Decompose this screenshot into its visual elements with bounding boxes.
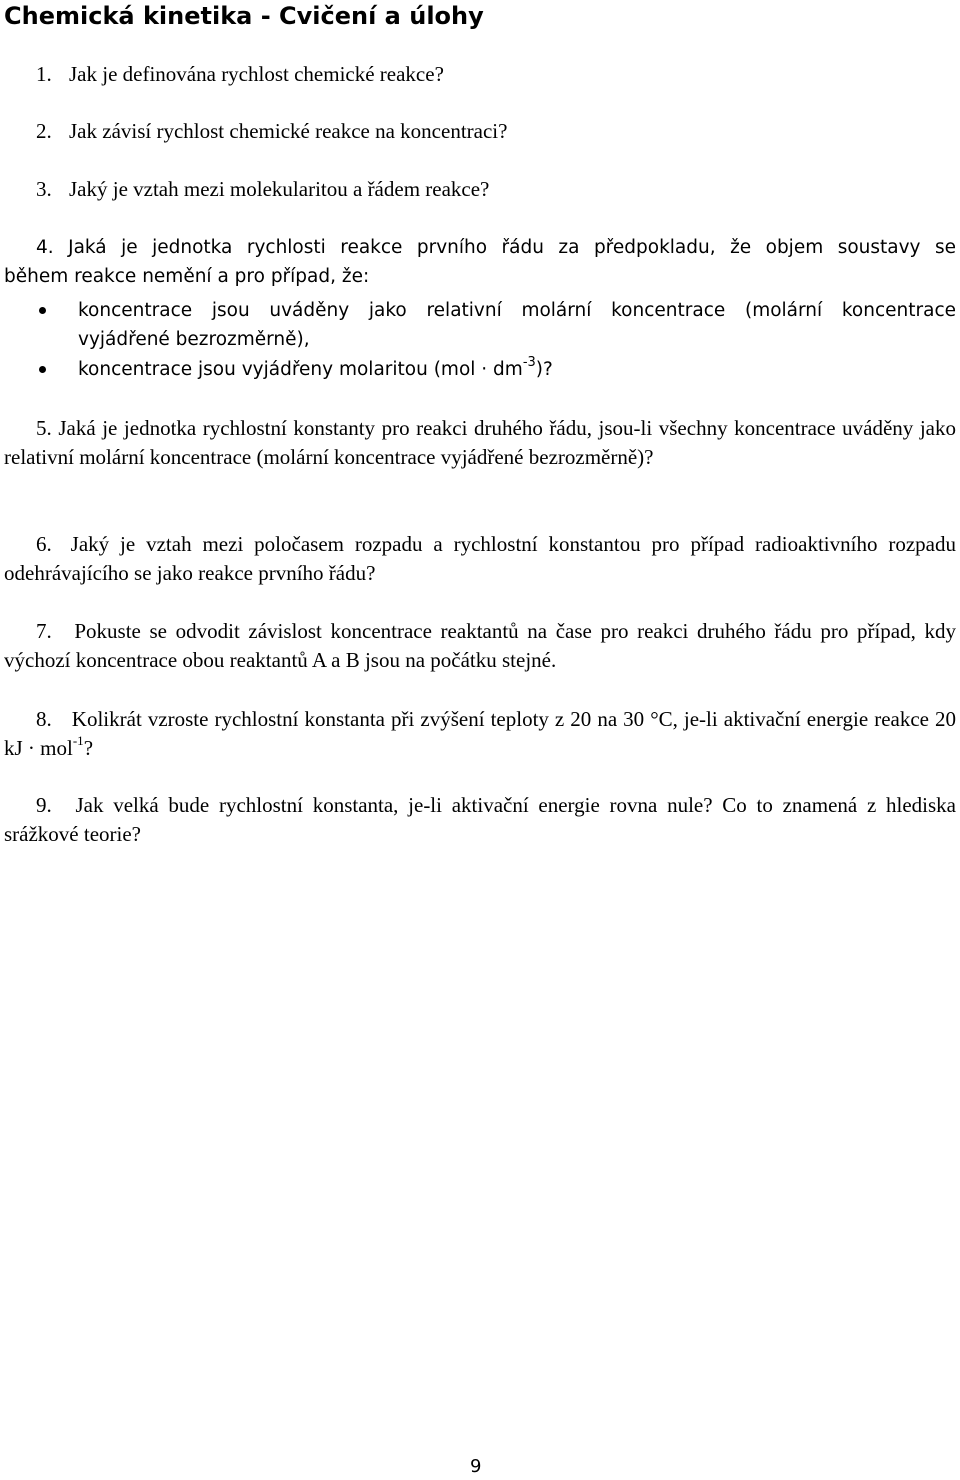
question-4 <box>0 0 960 400</box>
question-4-bullet-2-exponent: -3 <box>522 354 536 370</box>
question-2-text: Jak závisí rychlost chemické reakce na koncentraci? <box>69 119 508 143</box>
question-4-line-2: během reakce nemění a pro případ, že: <box>4 266 370 287</box>
question-7-number: 7. <box>36 619 52 643</box>
question-8 <box>4 705 956 763</box>
question-8-number: 8. <box>36 707 52 731</box>
question-7-text: Pokuste se odvodit závislost koncentrace reaktantů na čase pro reakci druhého řádu pro případ, kdy výchozí koncentrace obou reaktantů A a B jsou na počátku stejné. <box>4 619 956 672</box>
question-4-bullet-2 <box>78 355 553 384</box>
question-1-number: 1. <box>36 62 52 86</box>
question-4-line-1 <box>36 233 956 262</box>
question-8-text: Kolikrát vzroste rychlostní konstanta při zvýšení teploty z 20 na 30 °C, je-li aktivační energie reakce 20 kJ · mol <box>4 707 957 760</box>
question-8-exponent: -1 <box>72 733 84 748</box>
bullet-1 <box>39 307 46 314</box>
question-3-number: 3. <box>36 177 52 201</box>
question-7 <box>4 617 956 675</box>
question-4-bullet-2-text: koncentrace jsou vyjádřeny molaritou (mol · dm <box>78 359 523 380</box>
question-6 <box>4 530 956 588</box>
question-9 <box>4 791 956 849</box>
question-4-number: 4. <box>36 237 54 258</box>
page-number: 9 <box>470 1456 482 1477</box>
question-4-bullet-2-end: )? <box>535 359 553 380</box>
question-5-number: 5. <box>36 416 52 440</box>
page-title: Chemická kinetika - Cvičení a úlohy <box>4 2 484 30</box>
question-8-end: ? <box>83 736 94 760</box>
question-9-number: 9. <box>36 793 52 817</box>
question-3-text: Jaký je vztah mezi molekularitou a řádem reakce? <box>69 177 490 201</box>
question-6-number: 6. <box>36 532 52 556</box>
question-5-text: Jaká je jednotka rychlostní konstanty pro reakci druhého řádu, jsou-li všechny koncentrace uváděny jako relativní molární koncentrace (molární koncentrace vyjádřené bezrozměrně)? <box>4 416 957 469</box>
bullet-2 <box>39 366 46 373</box>
question-2-number: 2. <box>36 119 52 143</box>
question-4-bullet-1-line-2: vyjádřené bezrozměrně), <box>78 329 310 350</box>
question-6-text: Jaký je vztah mezi poločasem rozpadu a rychlostní konstantou pro případ radioaktivního rozpadu odehrávajícího se jako reakce prvního řádu? <box>4 532 956 585</box>
question-4-bullet-1-line-1: koncentrace jsou uváděny jako relativní molární koncentrace (molární koncentrace <box>78 300 956 321</box>
question-9-text: Jak velká bude rychlostní konstanta, je-li aktivační energie rovna nule? Co to znamená z hlediska srážkové teorie? <box>4 793 956 846</box>
question-5 <box>4 414 956 472</box>
question-4-text-1: Jaká je jednotka rychlosti reakce prvního řádu za předpokladu, že objem soustavy se <box>68 237 956 258</box>
question-1-text: Jak je definována rychlost chemické reakce? <box>69 62 444 86</box>
